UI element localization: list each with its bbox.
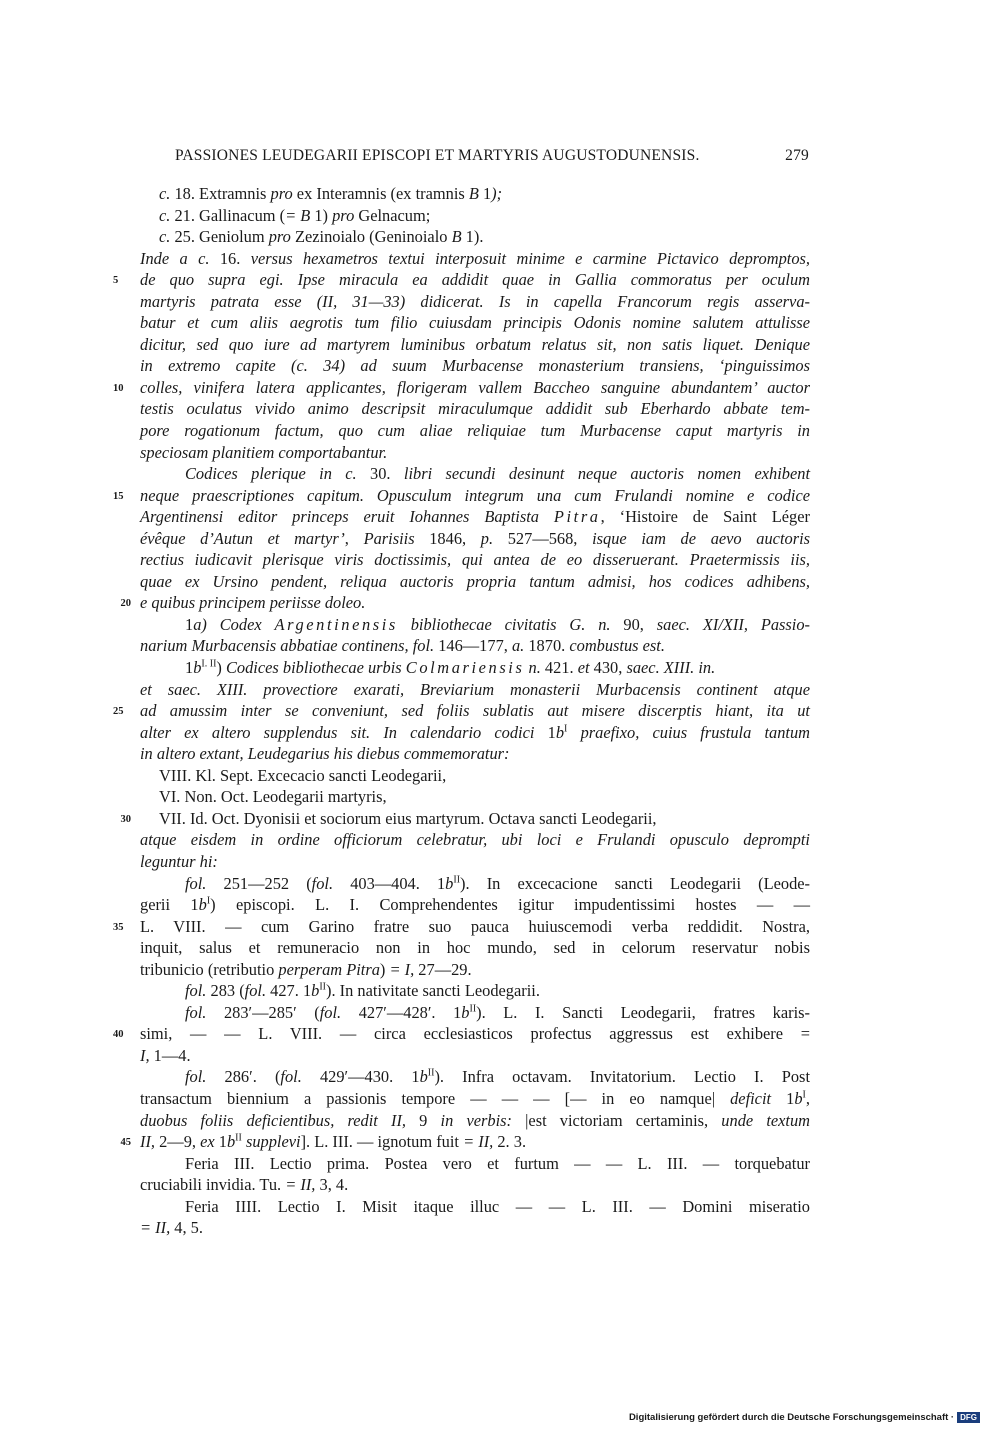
text-span: versus hexametros textui interposuit minime e carmine Pictavico depromptos, [250, 248, 811, 268]
text-line [140, 851, 810, 873]
text-span: pro [270, 184, 293, 203]
line-number: 20 [120, 598, 131, 610]
text-line [140, 549, 810, 571]
text-span: neque praescriptiones capitum. Opusculum integrum una cum Frulandi nomine e codice [140, 485, 810, 505]
text-span: gerii 1 [140, 895, 199, 915]
text-span: fol. [185, 1002, 207, 1022]
text-span: = II, [463, 1132, 494, 1152]
text-span: p. [480, 528, 494, 548]
text-span: |est victoriam certaminis, [511, 1110, 722, 1130]
text-span: pore rogationum factum, quo cum aliae reliquiae tum Murbacense caput martyris in [140, 421, 810, 441]
text-span: ). In nativitate sancti Leodegarii. [326, 981, 540, 1001]
text-span: 430, [589, 658, 627, 678]
text-span: 1870. [524, 636, 570, 656]
text-span: dicitur, sed quo iure ad martyrem luminibus orbatum relatus sit, non satis liquet. Denique [140, 334, 810, 354]
text-span: fol. [185, 873, 207, 893]
text-span: = B [285, 205, 311, 225]
text-line [140, 1045, 810, 1067]
page-number: 279 [785, 147, 809, 164]
text-span: fol. [311, 873, 334, 893]
text-span: 429′—430. 1 [301, 1067, 420, 1087]
text-span: b [226, 1132, 236, 1152]
text-span: II [427, 1067, 435, 1079]
text-span: b [311, 981, 320, 1001]
text-span: et [577, 658, 590, 678]
line-number: 30 [120, 813, 131, 825]
text-line [140, 398, 810, 420]
text-span: rectius iudicavit plerisque viris doctissimis, qui antea de eo disseruerant. Praetermissis iis, [140, 550, 810, 570]
text-span: b [193, 658, 202, 678]
text-span: combustus est. [569, 636, 665, 656]
text-span: ) episcopi. L. I. Comprehendentes igitur impudentissimi hostes — — [210, 895, 810, 915]
running-title: PASSIONES LEUDEGARII EPISCOPI ET MARTYRIS AUGUSTODUNENSIS. [175, 147, 700, 164]
text-span: 4, 5. [170, 1218, 203, 1238]
text-span: I [206, 895, 211, 907]
text-span: quae ex Ursino pendent, reliqua auctoris propria tantum admisi, hos codices adhibens, [140, 571, 810, 591]
text-span: ex [200, 1132, 215, 1152]
text-span: B [468, 184, 479, 203]
text-span: 283 ( [206, 981, 245, 1001]
text-span: , [344, 528, 364, 548]
text-span: transactum biennium a passionis tempore — — — [— in eo namque| [140, 1088, 731, 1108]
text-line [140, 614, 810, 636]
line-number: 40 [113, 1029, 124, 1041]
text-span: II [235, 1132, 242, 1144]
text-line [113, 485, 810, 507]
text-line [140, 506, 810, 528]
text-line [140, 1088, 810, 1110]
text-span: a) [193, 614, 207, 634]
text-span: Feria III. Lectio prima. Postea vero et furtum — — L. III. — torquebatur [185, 1153, 810, 1173]
text-span: Zezinoialo (Geninoialo [290, 227, 452, 247]
text-line [140, 743, 810, 765]
text-line [140, 442, 810, 464]
text-span: = II, [140, 1218, 171, 1238]
line-number: 35 [113, 921, 124, 933]
text-span: duobus foliis deficientibus, redit II, [140, 1110, 407, 1130]
text-span: Gelnacum; [354, 205, 431, 225]
text-span: B [451, 227, 462, 247]
text-span: 1846, [414, 528, 481, 548]
text-span: cruciabili invidia. Tu. [140, 1175, 286, 1195]
text-span: in altero extant, Leudegarius his diebus commemoratur: [140, 744, 510, 764]
text-span: unde textum [721, 1110, 811, 1130]
text-span: II, [140, 1132, 156, 1152]
text-span: 1 [185, 658, 194, 678]
text-span: 427. 1 [266, 981, 312, 1001]
text-span: b [555, 722, 565, 742]
text-span: 18. Extramnis [170, 184, 271, 203]
text-span: II [469, 1003, 477, 1015]
text-span: Argentinensis [274, 614, 398, 634]
text-span: speciosam planitiem comportabantur. [140, 442, 388, 462]
text-span: c. [159, 227, 171, 247]
text-line [120, 592, 810, 614]
text-span: = I, [389, 959, 415, 979]
text-line [140, 959, 810, 981]
text-span: Colmariensis [405, 658, 525, 678]
text-span: praefixo, cuius frustula tantum [580, 722, 810, 742]
text-line [140, 1110, 810, 1132]
text-span: libri secundi desinunt neque auctoris nomen exhibent [403, 464, 811, 484]
text-span: Codices bibliothecae urbis [225, 658, 406, 678]
text-line [120, 808, 810, 830]
text-span: a. [511, 636, 525, 656]
text-span: 527—568, [493, 528, 593, 548]
text-span: c. [159, 184, 171, 203]
text-span: b [445, 873, 454, 893]
text-span: 30. [356, 464, 404, 484]
credit-text: Digitalisierung gefördert durch die Deutsche Forschungsgemeinschaft · [628, 1412, 955, 1423]
text-span: Codex [219, 614, 275, 634]
text-span: inquit, salus et remuneracio non in hoc mundo, sed in celorum reservatur nobis [140, 938, 810, 958]
text-span: Inde a c. [140, 248, 210, 268]
text-span: batur et cum aliis aegrotis tum filio cuiusdam principis Odonis nomine salutem attulisse [140, 313, 810, 333]
text-span: VIII. Kl. Sept. Excecacio sancti Leodegarii, [159, 765, 447, 785]
text-line [140, 722, 810, 744]
text-line [140, 528, 810, 550]
line-number: 25 [113, 706, 124, 718]
text-span: 421. [540, 658, 578, 678]
text-span: évêque d’Autun et martyr’ [140, 528, 345, 548]
text-span: fol. [319, 1002, 342, 1022]
text-span: alter ex altero supplendus sit. In calendario codici [140, 722, 535, 742]
text-span: colles, vinifera latera applicantes, florigeram vallem Baccheo sanguine abundantem’ auctor [140, 377, 810, 397]
text-span: Codices plerique in c. [185, 464, 357, 484]
text-span: 27—29. [414, 959, 472, 979]
text-span: et saec. XIII. provectiore exarati, Breviarium monasterii Murbacensis continent atque [140, 679, 810, 699]
text-span: I, [140, 1045, 150, 1065]
text-span: 1 [534, 722, 556, 742]
text-line [113, 269, 810, 291]
text-line [140, 248, 810, 270]
text-span: 21. Gallinacum ( [170, 205, 286, 225]
body-text [113, 183, 811, 1239]
text-line [140, 463, 810, 485]
line-number: 5 [113, 275, 119, 287]
text-span: 25. Geniolum [170, 227, 269, 247]
text-span [567, 723, 580, 742]
text-line [140, 765, 810, 787]
text-line [140, 1217, 810, 1239]
text-span: b [461, 1002, 470, 1022]
line-number: 15 [113, 490, 124, 502]
digitization-credit [629, 1412, 980, 1423]
text-span: fol. [185, 981, 207, 1001]
text-span: 1—4. [149, 1045, 191, 1065]
text-line [140, 355, 810, 377]
text-line [140, 786, 810, 808]
text-span: simi, — — L. VIII. — circa ecclesiasticos profectus aggressus est exhibere = [140, 1024, 810, 1044]
text-span: b [198, 895, 207, 915]
text-span: 427′—428′. 1 [341, 1002, 462, 1022]
text-line [140, 894, 810, 916]
text-span: fol. [280, 1067, 302, 1087]
text-span: saec. XI/XII, Passio- [656, 614, 811, 634]
text-span: I [564, 723, 568, 735]
text-span: 251—252 ( [206, 873, 312, 893]
text-line [140, 873, 810, 895]
text-span: in verbis: [440, 1110, 512, 1130]
text-span: L. VIII. — cum Garino fratre suo pauca huiuscemodi verba reddidit. Nostra, [140, 916, 810, 936]
text-span: n. [524, 658, 541, 678]
text-span: 3, 4. [315, 1175, 349, 1195]
text-span: ]. L. III. — ignotum fuit [300, 1132, 464, 1152]
text-span: e quibus principem periisse doleo. [140, 593, 366, 613]
text-span: I. II [201, 658, 217, 670]
text-span: fol. [185, 1067, 207, 1087]
text-line [140, 312, 810, 334]
text-line [140, 334, 810, 356]
text-span: VI. Non. Oct. Leodegarii martyris, [159, 787, 387, 807]
text-span: narium Murbacensis abbatiae continens, fol. [140, 636, 435, 656]
text-span: Feria IIII. Lectio I. Misit itaque illuc — — L. III. — Domini miseratio [185, 1196, 810, 1216]
text-span: martyris patrata esse (II, 31—33) didicerat. Is in capella Francorum regis asserva- [140, 291, 810, 311]
text-span: 90, [610, 614, 657, 634]
text-line [140, 679, 810, 701]
text-line [140, 980, 810, 1002]
text-span: II [319, 981, 327, 993]
text-span: VII. Id. Oct. Dyonisii et sociorum eius martyrum. Octava sancti Leodegarii, [159, 808, 657, 828]
text-span: 1). [461, 227, 484, 247]
text-span: deficit [730, 1088, 772, 1108]
text-span: 146—177, [434, 636, 512, 656]
text-span: de quo supra egi. Ipse miracula ea addidit quae in Gallia commoratus per oculum [140, 270, 810, 290]
text-span: saec. XIII. in. [626, 658, 716, 678]
text-line [140, 205, 810, 227]
text-line [140, 1174, 810, 1196]
text-span: , ‘Histoire de Saint Léger [600, 507, 810, 527]
text-span: ex Interamnis (ex tramnis [292, 184, 469, 203]
text-span: II [453, 874, 461, 886]
text-span: 16. [209, 248, 251, 268]
text-span: isque iam de aevo auctoris [592, 528, 811, 548]
text-span: 403—404. 1 [333, 873, 446, 893]
text-span: b [794, 1088, 803, 1108]
line-number: 45 [120, 1137, 131, 1149]
text-span: 1 [771, 1088, 795, 1108]
text-line [120, 1131, 810, 1153]
text-span: pro [268, 227, 291, 247]
text-line [113, 700, 810, 722]
text-line [140, 291, 810, 313]
text-line [113, 916, 810, 938]
text-span: 1 [214, 1132, 227, 1152]
text-span: b [419, 1067, 428, 1087]
text-span: ). L. I. Sancti Leodegarii, fratres karis- [476, 1002, 810, 1022]
text-span: pro [332, 205, 355, 225]
text-span: , [805, 1088, 810, 1108]
line-number: 10 [113, 382, 124, 394]
text-line [140, 657, 810, 679]
text-span: in extremo capite (c. 34) ad suum Murbacense monasterium transiens, ‘pinguissimos [140, 356, 810, 376]
text-span: I [802, 1089, 806, 1101]
text-span: = II, [285, 1175, 316, 1195]
text-span: ad amussim inter se conveniunt, sed foliis sublatis aut misere discerptis hiant, ita ut [140, 701, 810, 721]
text-line [140, 571, 810, 593]
text-span: testis oculatus vivido animo descripsit miraculumque addidit sub Eberhardo abbate tem- [140, 399, 810, 419]
text-line [140, 1153, 810, 1175]
text-span: perperam Pitra [278, 959, 380, 979]
text-span: 283′—285′ ( [206, 1002, 320, 1022]
text-line [140, 829, 810, 851]
text-span: 1 [185, 614, 194, 634]
text-span: atque eisdem in ordine officiorum celebratur, ubi loci e Frulandi opusculo deprompti [140, 830, 810, 850]
running-header [175, 147, 809, 165]
text-span: 2—9, [155, 1132, 201, 1152]
text-span: supplevi [245, 1132, 301, 1152]
text-line [140, 420, 810, 442]
text-line [140, 937, 810, 959]
text-span: Pitra [553, 507, 601, 527]
text-line [140, 183, 810, 205]
text-span: c. [159, 205, 171, 225]
text-span: leguntur hi: [140, 851, 218, 871]
text-span: ); [491, 184, 503, 203]
text-span: 9 [406, 1110, 441, 1130]
text-span: ). In excecacione sancti Leodegarii (Leode- [460, 873, 810, 893]
text-span: Parisiis [363, 528, 415, 548]
text-span: ) [379, 959, 390, 979]
dfg-logo: DFG [957, 1412, 980, 1423]
text-span: tribunicio (retributio [140, 959, 279, 979]
text-line [140, 635, 810, 657]
text-line [140, 1066, 810, 1088]
text-line [113, 1023, 810, 1045]
text-line [140, 226, 810, 248]
text-span: fol. [244, 981, 267, 1001]
text-span: bibliothecae civitatis G. n. [397, 614, 611, 634]
text-span: 286′. ( [206, 1067, 281, 1087]
text-line [140, 1196, 810, 1218]
text-span: Argentinensi editor princeps eruit Iohannes Baptista [140, 507, 554, 527]
text-span: ). Infra octavam. Invitatorium. Lectio I. Post [434, 1067, 810, 1087]
text-span: 1) [310, 205, 333, 225]
text-line [113, 377, 810, 399]
text-span [207, 615, 220, 634]
text-span: 1 [478, 184, 492, 203]
text-span: ) [216, 658, 226, 678]
text-line [140, 1002, 810, 1024]
text-span: 2. 3. [493, 1132, 527, 1152]
